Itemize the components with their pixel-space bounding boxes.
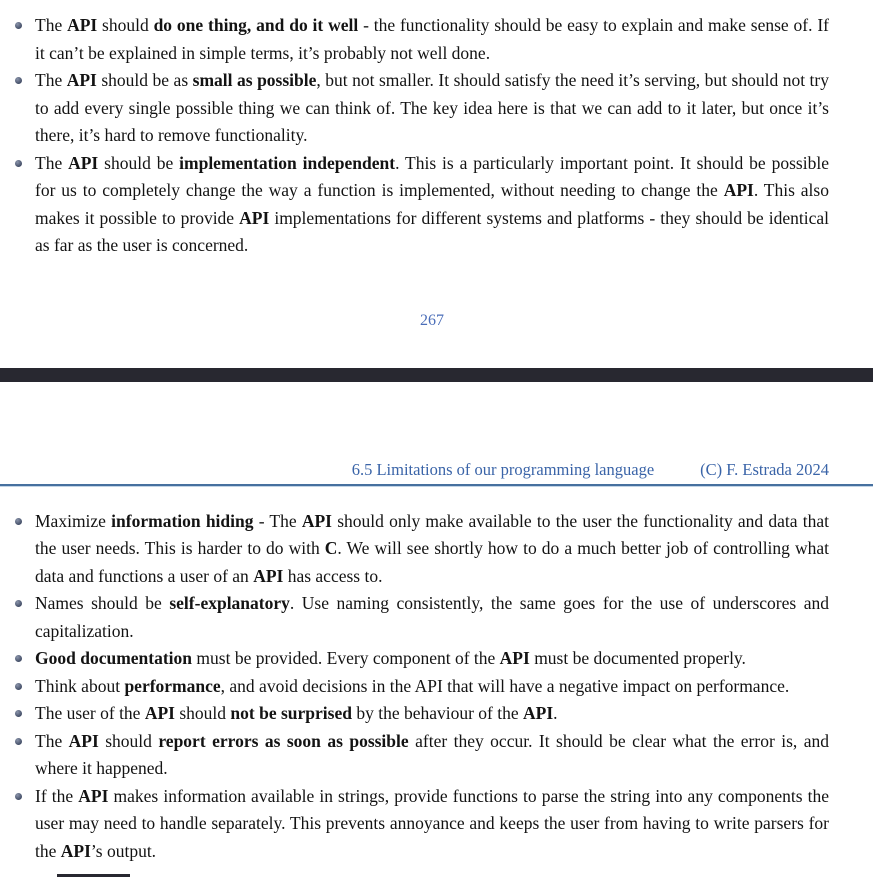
bold-text-segment: not be surprised: [230, 703, 352, 723]
bullet-icon: [15, 518, 22, 525]
bullet-icon: [15, 738, 22, 745]
text-segment: Names should be: [35, 593, 170, 613]
text-segment: . This also makes it possible to provide: [35, 180, 829, 228]
bullet-icon: [15, 793, 22, 800]
text-segment: - the functionality should be easy to explain and make sense of. If it can’t be explained in simple terms, it’s probably not well done.: [35, 15, 829, 63]
bold-text-segment: performance: [124, 675, 221, 696]
bullet-item: [35, 673, 829, 701]
text-segment: Maximize: [35, 510, 112, 531]
bullet-icon: [15, 710, 22, 717]
text-segment: should be as: [96, 70, 193, 90]
text-segment: makes information available in strings, provide functions to parse the string into any components the user may need to handle separately. This prevents annoyance and keeps the user from having to write parsers for the: [35, 785, 829, 861]
bullet-icon: [15, 77, 22, 84]
bold-text-segment: API: [60, 840, 91, 861]
page-top-content: [0, 12, 873, 330]
bullet-item: [35, 645, 829, 673]
text-segment: .: [553, 703, 558, 723]
pdf-page-bottom: [0, 460, 873, 866]
text-segment: The: [35, 730, 69, 751]
running-header: [0, 460, 873, 480]
text-segment: The user of the: [35, 703, 145, 723]
bullet-item: [35, 12, 829, 67]
bullet-icon: [15, 22, 22, 29]
bold-text-segment: implementation independent: [179, 152, 396, 173]
text-segment: after they occur. It should be clear what the error is, and where it happened.: [35, 730, 829, 778]
bold-text-segment: API: [78, 785, 109, 806]
text-segment: has access to.: [283, 565, 383, 586]
bullet-item: [35, 783, 829, 866]
text-segment: implementations for different systems and platforms - they should be identical as far as the user is concerned.: [35, 207, 829, 255]
bold-text-segment: API: [499, 648, 530, 668]
text-segment: must be provided. Every component of the: [192, 648, 500, 668]
text-segment: should be: [98, 152, 180, 173]
api-guidelines-list-bottom: [35, 508, 829, 866]
text-segment: should: [98, 730, 159, 751]
bold-text-segment: Good documentation: [35, 648, 193, 668]
text-segment: . Use naming consistently, the same goes for the use of underscores and capitalization.: [35, 593, 829, 641]
text-segment: The: [35, 70, 67, 90]
bullet-item: [35, 508, 829, 591]
text-segment: Think about: [35, 675, 125, 696]
bold-text-segment: API: [144, 703, 175, 723]
page-number-link[interactable]: 267: [420, 311, 444, 329]
text-segment: should: [174, 703, 231, 723]
bullet-item: [35, 700, 829, 728]
bold-text-segment: API: [239, 207, 270, 228]
bold-text-segment: report errors as soon as possible: [158, 730, 409, 751]
bullet-icon: [15, 683, 22, 690]
text-segment: by the behaviour of the: [351, 703, 524, 723]
bold-text-segment: information hiding: [111, 510, 254, 531]
bold-text-segment: API: [66, 70, 97, 90]
text-segment: The: [35, 15, 68, 35]
bold-text-segment: API: [523, 703, 554, 723]
text-segment: should only make available to the user the functionality and data that the user needs. This is harder to do with: [35, 510, 829, 558]
bold-text-segment: API: [68, 730, 99, 751]
text-segment: should: [97, 15, 154, 35]
page-separator-bar: [0, 368, 873, 382]
header-rule-shadow: [0, 486, 873, 487]
bullet-item: [35, 590, 829, 645]
copyright-text: (C) F. Estrada 2024: [700, 459, 829, 479]
text-segment: - The: [253, 510, 302, 531]
text-segment: . This is a particularly important point. It should be possible for us to completely change the way a function is implemented, without needing to change the: [35, 152, 829, 200]
api-guidelines-list-top: [35, 12, 829, 260]
section-title-link[interactable]: 6.5 Limitations of our programming language: [351, 459, 655, 479]
bullet-icon: [15, 655, 22, 662]
text-segment: The: [35, 152, 69, 173]
bold-text-segment: API: [253, 565, 284, 586]
text-segment: ’s output.: [90, 840, 157, 861]
bold-text-segment: do one thing, and do it well: [153, 15, 359, 35]
text-segment: must be documented properly.: [529, 648, 746, 668]
page-bottom-content: [0, 508, 873, 866]
bullet-item: [35, 150, 829, 260]
pdf-page-top: [0, 0, 873, 330]
bullet-icon: [15, 160, 22, 167]
bold-text-segment: self-explanatory: [169, 593, 290, 613]
bold-text-segment: API: [301, 510, 332, 531]
bullet-item: [35, 67, 829, 150]
text-segment: . We will see shortly how to do a much better job of controlling what data and functions a user of an: [35, 538, 830, 586]
text-segment: If the: [35, 785, 79, 806]
text-segment: , and avoid decisions in the API that will have a negative impact on performance.: [220, 675, 790, 696]
bold-text-segment: API: [67, 15, 98, 35]
bold-text-segment: C: [324, 538, 338, 558]
bullet-item: [35, 728, 829, 783]
text-segment: , but not smaller. It should satisfy the need it’s serving, but should not try to add every single possible thing we can think of. The key idea here is that we can add to it later, but once it’s there, it’s hard to remove functionality.: [35, 70, 829, 145]
bold-text-segment: API: [723, 180, 754, 200]
bold-text-segment: small as possible: [192, 70, 317, 90]
bullet-icon: [15, 600, 22, 607]
bold-text-segment: API: [68, 152, 99, 173]
